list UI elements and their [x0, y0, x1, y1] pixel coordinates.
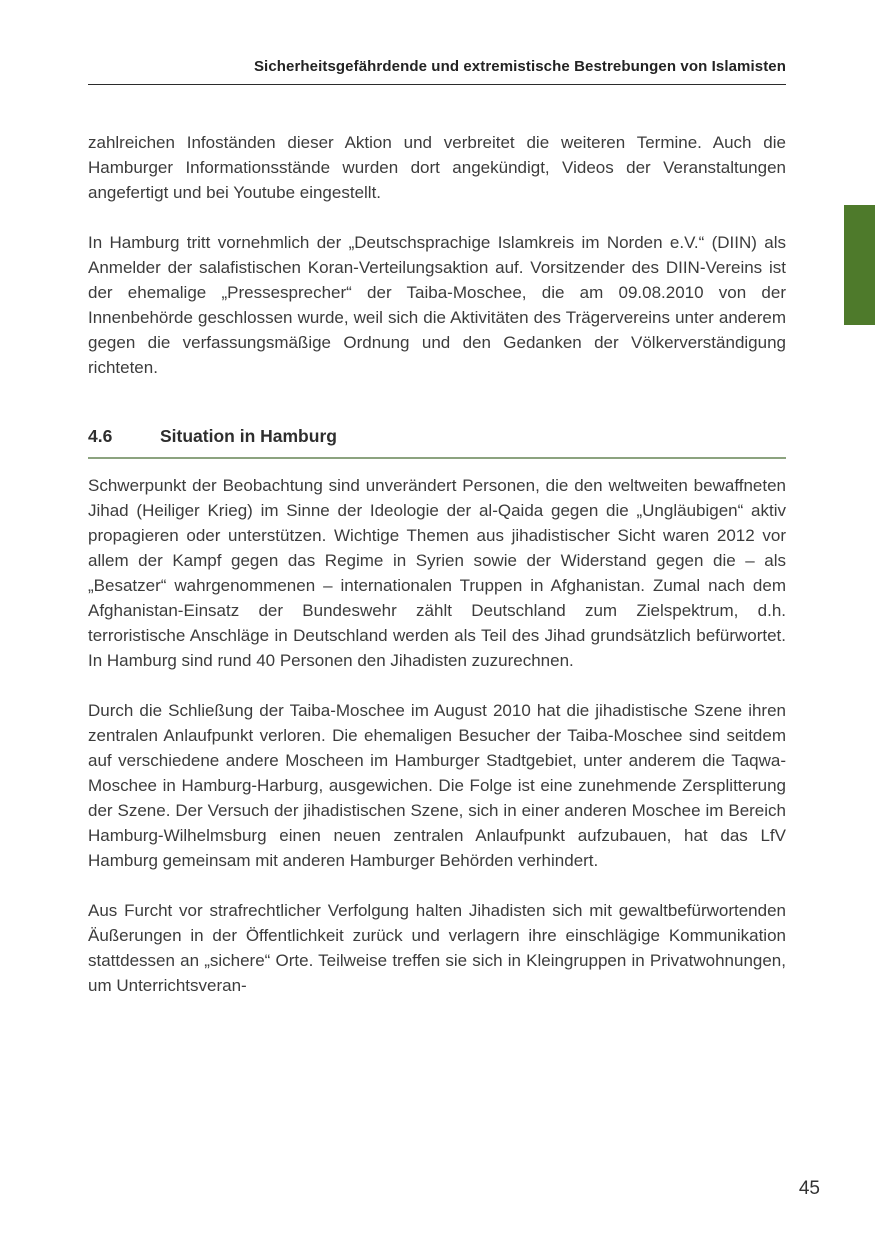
section-title: Situation in Hamburg: [160, 426, 337, 446]
page-number: 45: [798, 1178, 820, 1199]
chapter-edge-tab: [844, 205, 875, 325]
section-number: 4.6: [88, 426, 113, 446]
running-header-title: Sicherheitsgefährdende und extremistische Bestrebungen von Islamisten: [253, 58, 786, 75]
paragraph: zahlreichen Infoständen dieser Aktion und verbreitet die weiteren Termine. Auch die Hamburger Informationsstände wurden dort angekündigt, Videos der Veranstaltungen angefertigt und bei Youtube eingestellt.: [88, 133, 786, 202]
paragraph: Durch die Schließung der Taiba-Moschee im August 2010 hat die jihadistische Szene ihren zentralen Anlaufpunkt verloren. Die ehemaligen Besucher der Taiba-Moschee sind seitdem auf verschiedene andere Moscheen im Hamburger Stadtgebiet, unter anderem die Taqwa-Moschee in Hamburg-Harburg, ausgewichen. Die Folge ist eine zunehmende Zersplitterung der Szene. Der Versuch der jihadistischen Szene, sich in einer anderen Moschee im Bereich Hamburg-Wilhelmsburg einen neuen zentralen Anlaufpunkt aufzubauen, hat das LfV Hamburg gemeinsam mit anderen Hamburger Behörden verhindert.: [88, 701, 786, 870]
page-content: [88, 130, 786, 998]
section-heading: [88, 426, 786, 459]
paragraph: Schwerpunkt der Beobachtung sind unverändert Personen, die den weltweiten bewaffneten Jihad (Heiliger Krieg) im Sinne der Ideologie der al-Qaida gegen die „Ungläubigen“ aktiv propagieren oder unterstützen. Wichtige Themen aus jihadistischer Sicht waren 2012 vor allem der Kampf gegen das Regime in Syrien sowie der Widerstand gegen die – als „Besatzer“ wahrgenommenen – internationalen Truppen in Afghanistan. Zumal nach dem Afghanistan-Einsatz der Bundeswehr zählt Deutschland zum Zielspektrum, d.h. terroristische Anschläge in Deutschland werden als Teil des Jihad grundsätzlich befürwortet. In Hamburg sind rund 40 Personen den Jihadisten zuzurechnen.: [88, 476, 786, 670]
paragraph: Aus Furcht vor strafrechtlicher Verfolgung halten Jihadisten sich mit gewaltbefürwortenden Äußerungen in der Öffentlichkeit zurück und verlagern ihre einschlägige Kommunikation stattdessen an „sichere“ Orte. Teilweise treffen sie sich in Kleingruppen in Privatwohnungen, um Unterrichtsveran-: [88, 901, 786, 995]
page-header: [88, 58, 786, 85]
paragraph: In Hamburg tritt vornehmlich der „Deutschsprachige Islamkreis im Norden e.V.“ (DIIN) als Anmelder der salafistischen Koran-Verteilungsaktion auf. Vorsitzender des DIIN-Vereins ist der ehemalige „Pressesprecher“ der Taiba-Moschee, die am 09.08.2010 von der Innenbehörde geschlossen wurde, weil sich die Aktivitäten des Trägervereins unter anderem gegen die verfassungsmäßige Ordnung und den Gedanken der Völkerverständigung richteten.: [88, 233, 786, 377]
